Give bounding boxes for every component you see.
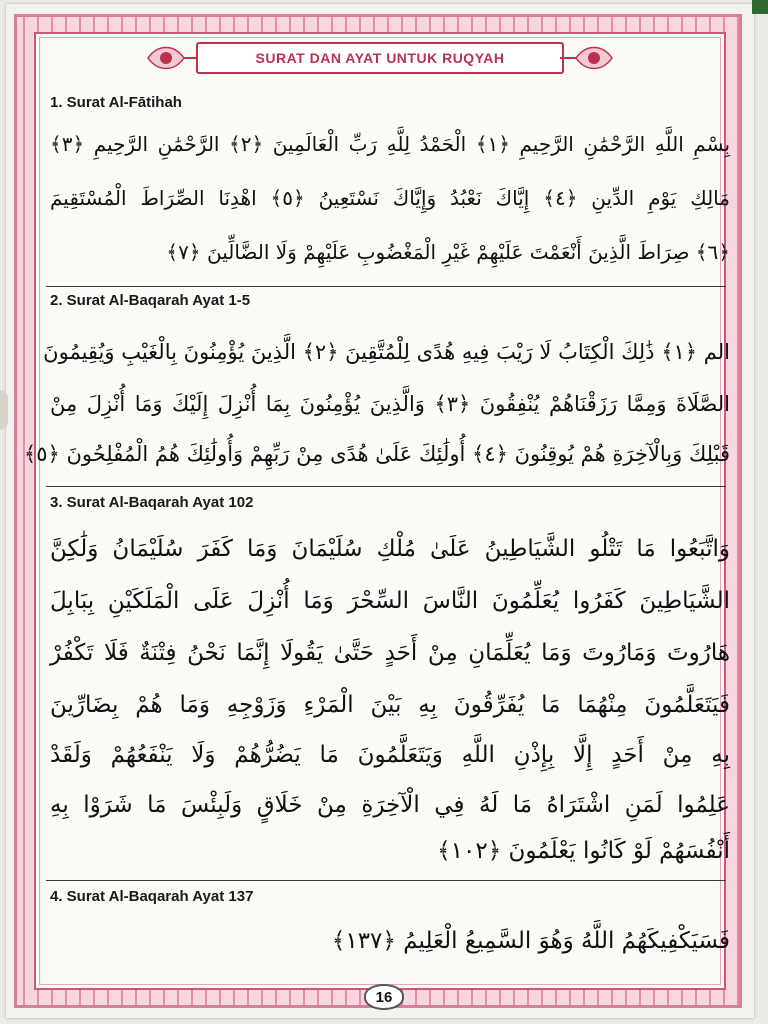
section-divider — [46, 486, 726, 487]
section-heading-1: 1. Surat Al-Fātihah — [50, 94, 182, 111]
header-title: SURAT DAN AYAT UNTUK RUQYAH — [255, 50, 505, 66]
verse-line: بِهِ مِنْ أَحَدٍ إِلَّا بِإِذْنِ اللَّهِ وَيَتَعَلَّمُونَ مَا يَضُرُّهُمْ وَلَا يَنْفَعُهُمْ وَلَقَدْ — [50, 742, 730, 768]
ornament-right-icon — [558, 42, 616, 74]
verse-line: قَبْلِكَ وَبِالْآخِرَةِ هُمْ يُوقِنُونَ ﴿٤﴾ أُولَٰئِكَ عَلَىٰ هُدًى مِنْ رَبِّهِمْ وَأُولَٰئِكَ هُمُ الْمُفْلِحُونَ ﴿٥﴾ — [23, 442, 730, 466]
verse-line: الصَّلَاةَ وَمِمَّا رَزَقْنَاهُمْ يُنْفِقُونَ ﴿٣﴾ وَالَّذِينَ يُؤْمِنُونَ بِمَا أُنْزِلَ إِلَيْكَ وَمَا أُنْزِلَ مِنْ — [50, 392, 730, 416]
section-heading-4: 4. Surat Al-Baqarah Ayat 137 — [50, 888, 254, 905]
verse-line: الم ﴿١﴾ ذَٰلِكَ الْكِتَابُ لَا رَيْبَ فِيهِ هُدًى لِلْمُتَّقِينَ ﴿٢﴾ الَّذِينَ يُؤْمِنُونَ بِالْغَيْبِ وَيُقِيمُونَ — [43, 340, 730, 364]
verse-line: فَسَيَكْفِيكَهُمُ اللَّهُ وَهُوَ السَّمِيعُ الْعَلِيمُ ﴿١٣٧﴾ — [331, 928, 730, 954]
page-edge-shadow — [0, 390, 8, 430]
verse-line: الشَّيَاطِينَ كَفَرُوا يُعَلِّمُونَ النَّاسَ السِّحْرَ وَمَا أُنْزِلَ عَلَى الْمَلَكَيْنِ بِبَابِلَ — [50, 588, 730, 614]
header-title-box — [196, 42, 564, 74]
verse-line: ﴿٦﴾ صِرَاطَ الَّذِينَ أَنْعَمْتَ عَلَيْهِمْ غَيْرِ الْمَغْضُوبِ عَلَيْهِمْ وَلَا الضَّالِّينَ ﴿٧﴾ — [166, 240, 730, 264]
verse-line: أَنْفُسَهُمْ لَوْ كَانُوا يَعْلَمُونَ ﴿١٠٢﴾ — [437, 838, 730, 864]
book-edge-tab — [752, 0, 768, 14]
book-page — [6, 4, 754, 1018]
section-heading-3: 3. Surat Al-Baqarah Ayat 102 — [50, 494, 254, 511]
verse-line: عَلِمُوا لَمَنِ اشْتَرَاهُ مَا لَهُ فِي الْآخِرَةِ مِنْ خَلَاقٍ وَلَبِئْسَ مَا شَرَوْا بِهِ — [50, 792, 730, 818]
section-heading-2: 2. Surat Al-Baqarah Ayat 1-5 — [50, 292, 251, 309]
section-divider — [46, 286, 726, 287]
section-divider — [46, 880, 726, 881]
verse-line: بِسْمِ اللَّهِ الرَّحْمَٰنِ الرَّحِيمِ ﴿١﴾ الْحَمْدُ لِلَّهِ رَبِّ الْعَالَمِينَ ﴿٢﴾ الرَّحْمَٰنِ الرَّحِيمِ ﴿٣﴾ — [50, 132, 731, 156]
page-number: 16 — [364, 984, 404, 1010]
verse-line: مَالِكِ يَوْمِ الدِّينِ ﴿٤﴾ إِيَّاكَ نَعْبُدُ وَإِيَّاكَ نَسْتَعِينُ ﴿٥﴾ اهْدِنَا الصِّرَاطَ الْمُسْتَقِيمَ — [50, 186, 730, 210]
verse-line: فَيَتَعَلَّمُونَ مِنْهُمَا مَا يُفَرِّقُونَ بِهِ بَيْنَ الْمَرْءِ وَزَوْجِهِ وَمَا هُمْ بِضَارِّينَ — [50, 692, 730, 718]
ornament-left-icon — [144, 42, 202, 74]
verse-line: وَاتَّبَعُوا مَا تَتْلُو الشَّيَاطِينُ عَلَىٰ مُلْكِ سُلَيْمَانَ وَمَا كَفَرَ سُلَيْمَانُ وَلَٰكِنَّ — [50, 536, 730, 562]
verse-line: هَارُوتَ وَمَارُوتَ وَمَا يُعَلِّمَانِ مِنْ أَحَدٍ حَتَّىٰ يَقُولَا إِنَّمَا نَحْنُ فِتْنَةٌ فَلَا تَكْفُرْ — [50, 640, 730, 666]
page-header — [150, 40, 610, 76]
